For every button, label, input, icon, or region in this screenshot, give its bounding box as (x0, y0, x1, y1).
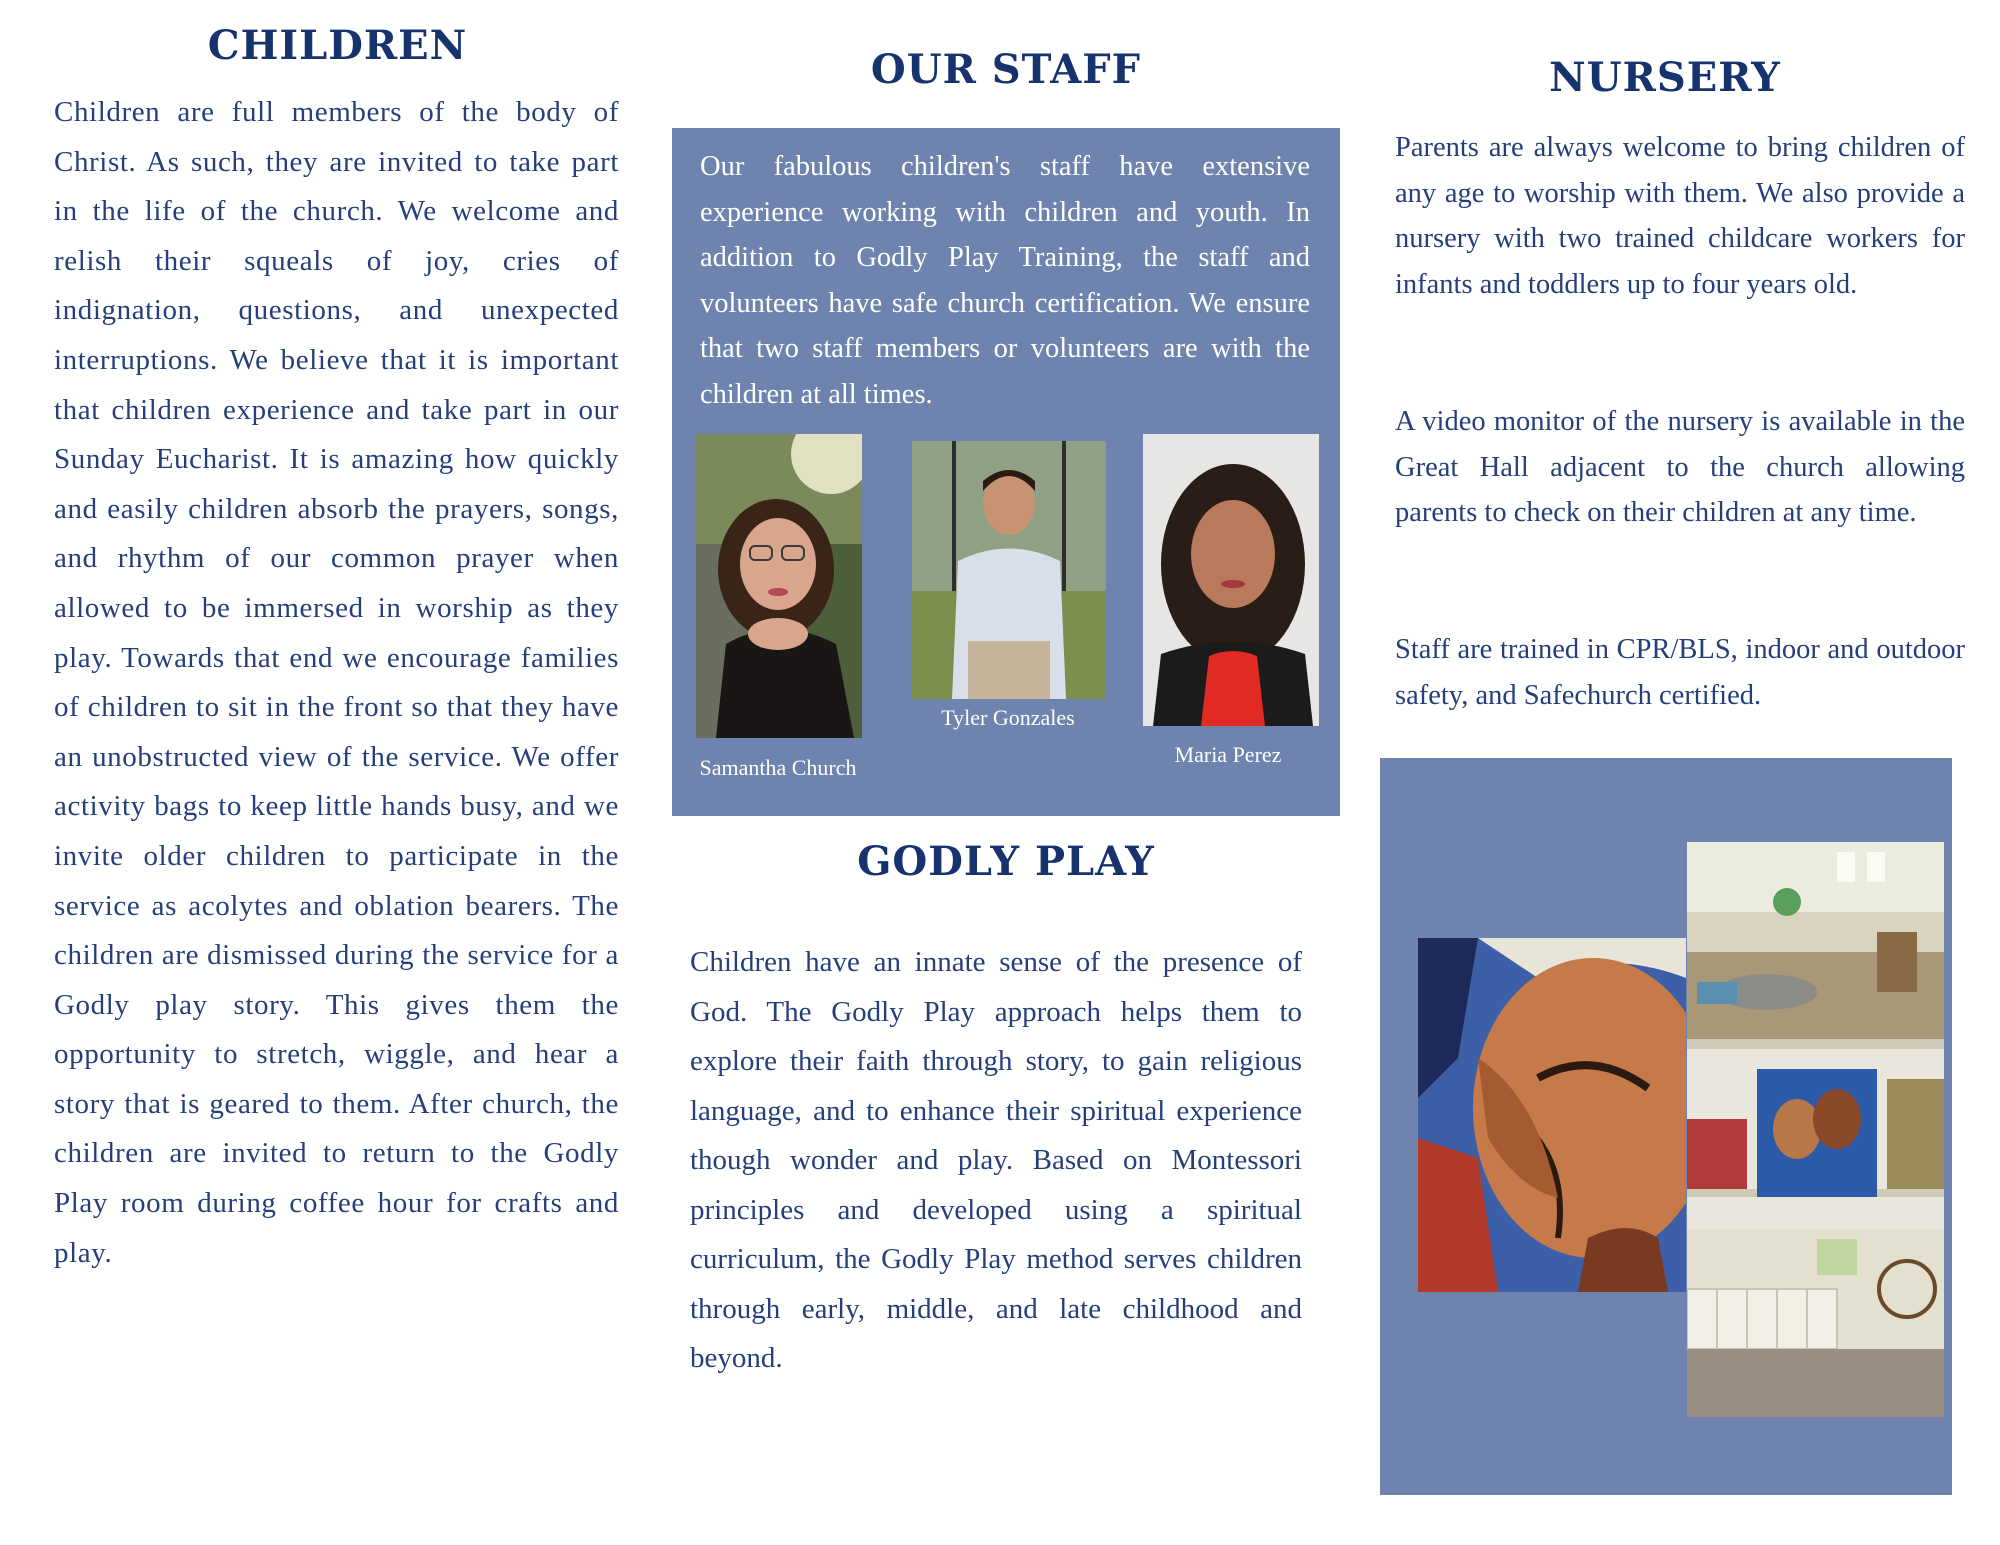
children-heading: CHILDREN (207, 22, 468, 69)
nursery-paragraph-3: Staff are trained in CPR/BLS, indoor and outdoor safety, and Safechurch certified. (1395, 634, 1965, 711)
nursery-photo-painting (1418, 938, 1686, 1292)
staff-name-tyler: Tyler Gonzales (941, 705, 1075, 730)
staff-photo-samantha (696, 434, 862, 738)
staff-panel (672, 128, 1340, 816)
staff-photo-tyler (912, 441, 1106, 699)
nursery-paragraph-2: A video monitor of the nursery is available in the Great Hall adjacent to the church allowing parents to check on their children at any time. (1395, 406, 1965, 528)
staff-paragraph: Our fabulous children's staff have extensive experience working with children and youth. In addition to Godly Play Training, the staff and volunteers have safe church certification. We ensure that two staff members or volunteers are with the children at all times. (700, 151, 1310, 410)
nursery-photo-room-2 (1687, 1229, 1944, 1417)
children-paragraph: Children are full members of the body of Christ. As such, they are invited to take part in the life of the church. We welcome and relish their squeals of joy, cries of indignation, questions, and unexpected interruptions. We believe that it is important that children experience and take part in our Sunday Eucharist. It is amazing how quickly and easily children absorb the prayers, songs, and rhythm of our common prayer when allowed to be immersed in worship as they play. Towards that end we encourage families of children to sit in the front so that they have an unobstructed view of the service. We offer activity bags to keep little hands busy, and we invite older children to participate in the service as acolytes and oblation bearers. The children are dismissed during the service for a Godly play story. This gives them the opportunity to stretch, wiggle, and hear a story that is geared to them. After church, the children are invited to return to the Godly Play room during coffee hour for crafts and play. (54, 96, 619, 1269)
nursery-heading: NURSERY (1549, 54, 1781, 101)
nursery-photo-panel (1380, 758, 1952, 1495)
godly-play-paragraph: Children have an innate sense of the presence of God. The Godly Play approach helps them to explore their faith through story, to gain religious language, and to enhance their spiritual experience though wonder and play. Based on Montessori principles and developed using a spiritual curriculum, the Godly Play method serves children through early, middle, and late childhood and beyond. (690, 946, 1302, 1374)
nursery-paragraph-1: Parents are always welcome to bring children of any age to worship with them. We also provide a nursery with two trained childcare workers for infants and toddlers up to four years old. (1395, 132, 1965, 300)
nursery-photo-room-1 (1687, 842, 1944, 1039)
godly-play-heading: GODLY PLAY (857, 838, 1155, 885)
staff-name-samantha: Samantha Church (699, 755, 857, 780)
staff-name-maria: Maria Perez (1174, 742, 1282, 767)
staff-heading: OUR STAFF (870, 46, 1142, 93)
nursery-photo-shelf (1687, 1039, 1944, 1229)
staff-photo-maria (1143, 434, 1319, 726)
